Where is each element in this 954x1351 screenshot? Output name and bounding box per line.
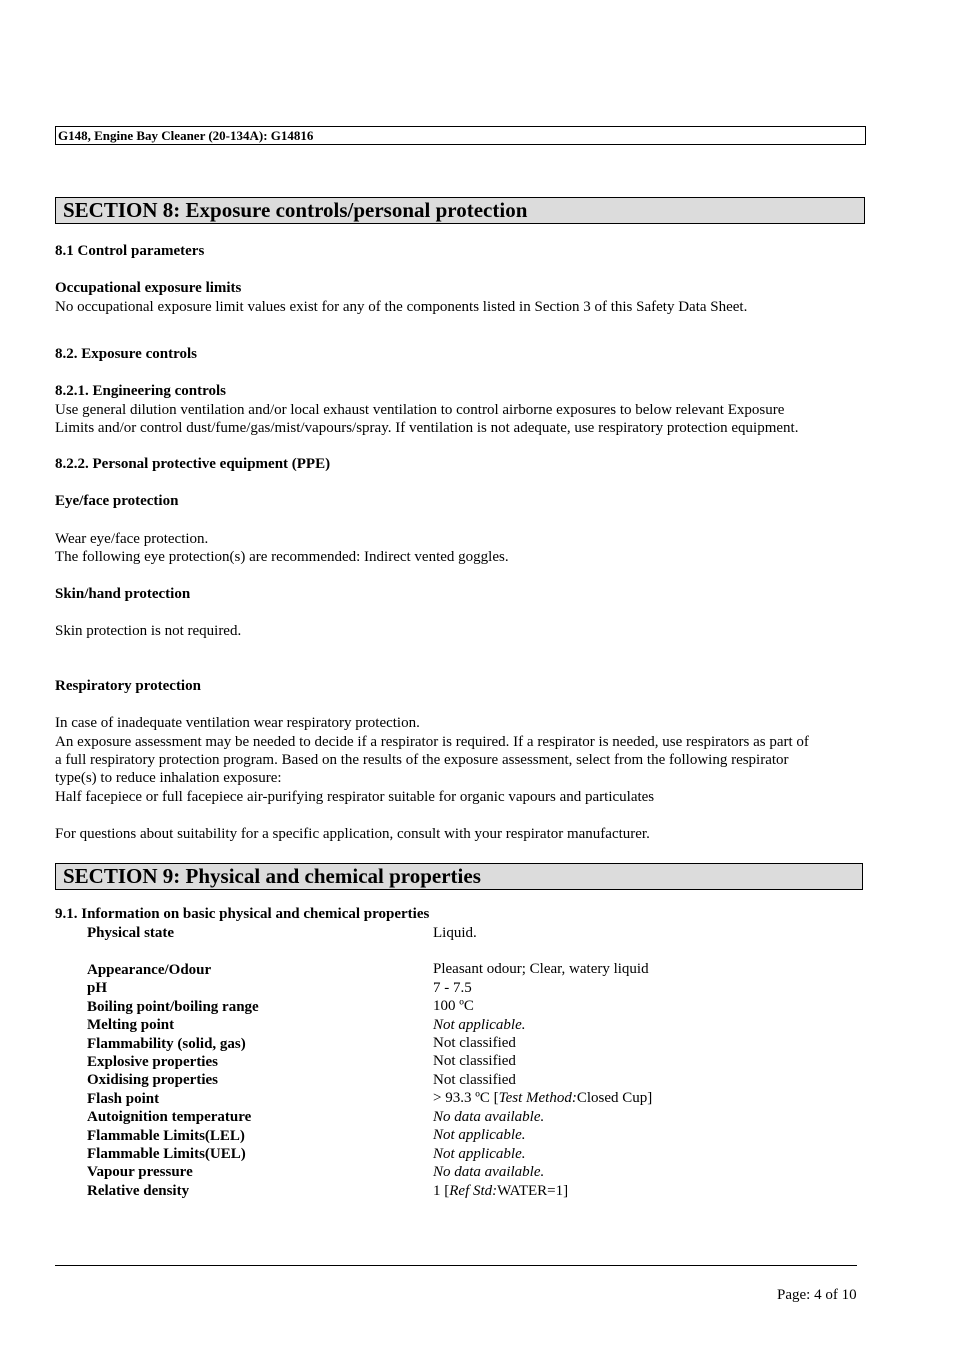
respiratory-line-6: For questions about suitability for a specific application, consult with your respirator manufacturer. [55,826,650,842]
prop-value-ph: 7 - 7.5 [433,980,472,996]
respiratory-protection-heading: Respiratory protection [55,678,201,694]
prop-label-flash-point: Flash point [87,1091,160,1107]
prop-label-vapour-pressure: Vapour pressure [87,1164,193,1180]
prop-value-physical-state: Liquid. [433,925,477,941]
prop-value-autoignition: No data available. [433,1109,545,1125]
prop-value-relative-density [433,1183,568,1200]
relative-density-ref: WATER=1] [497,1183,569,1199]
prop-value-oxidising: Not classified [433,1072,516,1088]
flash-point-value: > 93.3 ºC [ [433,1090,499,1106]
relative-density-value: 1 [ [433,1183,450,1199]
prop-label-oxidising: Oxidising properties [87,1072,218,1088]
prop-label-explosive: Explosive properties [87,1054,218,1070]
section-9-title: SECTION 9: Physical and chemical properties [55,863,863,890]
prop-label-autoignition: Autoignition temperature [87,1109,252,1125]
skin-protection-text: Skin protection is not required. [55,623,242,639]
relative-density-ref-label: Ref Std: [449,1183,498,1199]
prop-label-physical-state: Physical state [87,925,175,941]
respiratory-line-4: type(s) to reduce inhalation exposure: [55,770,282,786]
prop-label-lel: Flammable Limits(LEL) [87,1128,245,1144]
flash-point-method-label: Test Method: [498,1090,577,1106]
engineering-line-1: Use general dilution ventilation and/or local exhaust ventilation to control airborne exposures to below relevant Exposure [55,402,785,418]
respiratory-line-5: Half facepiece or full facepiece air-purifying respirator suitable for organic vapours and particulates [55,789,655,805]
respiratory-line-1: In case of inadequate ventilation wear respiratory protection. [55,715,420,731]
prop-value-flammability: Not classified [433,1035,516,1051]
prop-label-boiling-point: Boiling point/boiling range [87,999,259,1015]
engineering-line-2: Limits and/or control dust/fume/gas/mist/vapours/spray. If ventilation is not adequate, use respiratory protection equipment. [55,420,799,436]
prop-label-flammability: Flammability (solid, gas) [87,1036,246,1052]
footer-divider [55,1265,857,1266]
document-header: G148, Engine Bay Cleaner (20-134A): G14816 [55,126,866,145]
page-number: Page: 4 of 10 [777,1287,857,1303]
exposure-controls-heading: 8.2. Exposure controls [55,346,197,362]
flash-point-method: Closed Cup] [576,1090,653,1106]
prop-value-lel: Not applicable. [433,1127,526,1143]
ppe-heading: 8.2.2. Personal protective equipment (PPE) [55,456,331,472]
section-8-title: SECTION 8: Exposure controls/personal protection [55,197,865,224]
prop-value-flash-point [433,1090,652,1107]
eye-protection-heading: Eye/face protection [55,493,179,509]
control-parameters-heading: 8.1 Control parameters [55,243,205,259]
prop-value-boiling-point: 100 ºC [433,998,474,1014]
skin-protection-heading: Skin/hand protection [55,586,191,602]
prop-value-appearance: Pleasant odour; Clear, watery liquid [433,961,649,977]
respiratory-line-3: a full respiratory protection program. Based on the results of the exposure assessment, select from the following respirator [55,752,789,768]
prop-label-relative-density: Relative density [87,1183,190,1199]
prop-label-appearance: Appearance/Odour [87,962,212,978]
respiratory-line-2: An exposure assessment may be needed to decide if a respirator is required. If a respirator is needed, use respirators as part of [55,734,809,750]
properties-info-heading: 9.1. Information on basic physical and chemical properties [55,906,430,922]
prop-value-vapour-pressure: No data available. [433,1164,545,1180]
eye-protection-line-2: The following eye protection(s) are recommended: Indirect vented goggles. [55,549,509,565]
oel-heading: Occupational exposure limits [55,280,242,296]
oel-text: No occupational exposure limit values exist for any of the components listed in Section 3 of this Safety Data Sheet. [55,299,748,315]
prop-label-melting-point: Melting point [87,1017,175,1033]
eye-protection-line-1: Wear eye/face protection. [55,531,209,547]
engineering-controls-heading: 8.2.1. Engineering controls [55,383,226,399]
prop-value-uel: Not applicable. [433,1146,526,1162]
prop-label-uel: Flammable Limits(UEL) [87,1146,246,1162]
prop-value-explosive: Not classified [433,1053,516,1069]
prop-label-ph: pH [87,980,108,996]
prop-value-melting-point: Not applicable. [433,1017,526,1033]
